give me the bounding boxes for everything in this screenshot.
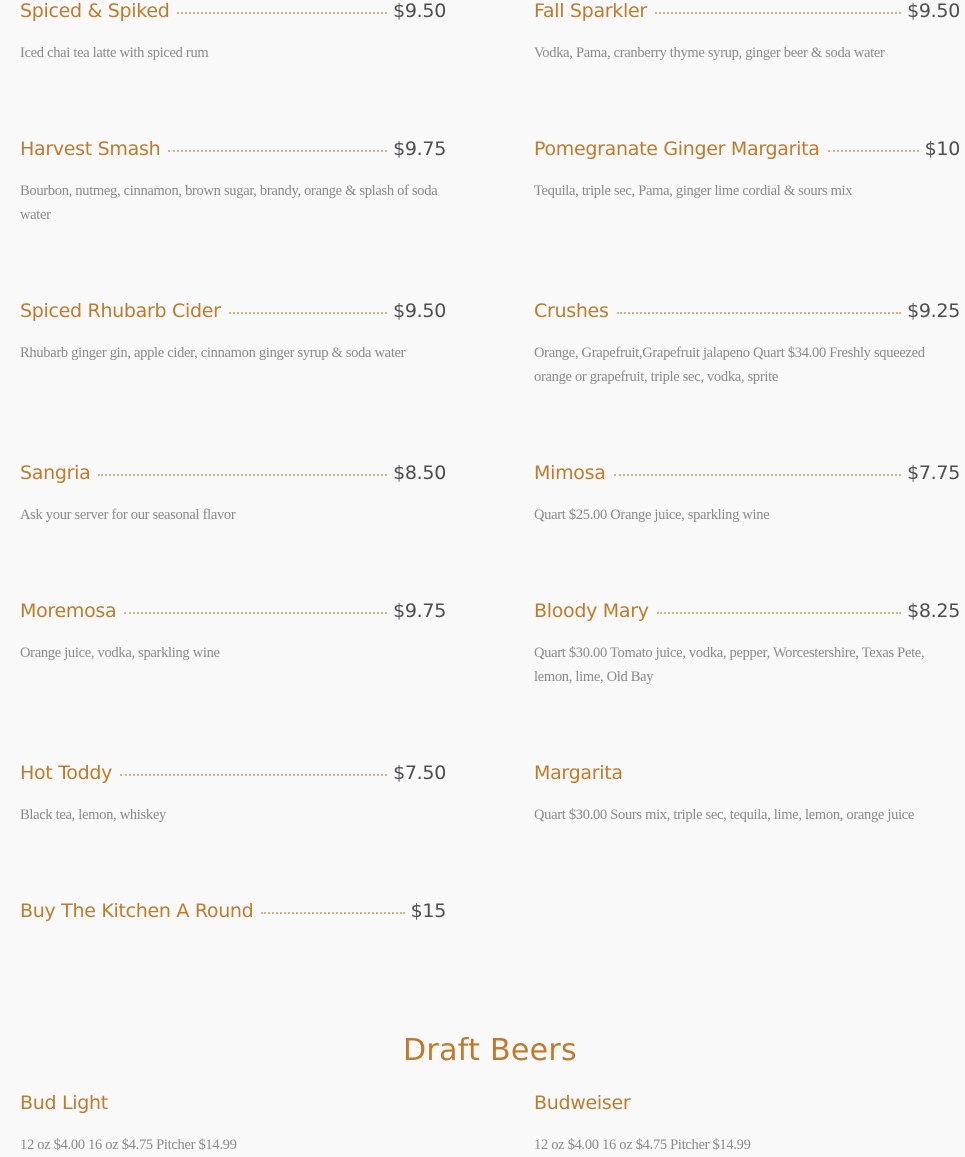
item-price: $9.75	[393, 138, 446, 160]
dot-leader	[124, 612, 387, 614]
item-description: Ask your server for our seasonal flavor	[20, 507, 236, 523]
menu-item	[20, 762, 446, 827]
item-name: Mimosa	[534, 462, 606, 484]
item-price: $7.50	[393, 762, 446, 784]
menu-item	[534, 0, 960, 65]
dot-leader	[168, 150, 387, 152]
item-name: Buy The Kitchen A Round	[20, 900, 254, 922]
item-description: Quart $30.00 Sours mix, triple sec, tequila, lime, lemon, orange juice	[534, 807, 915, 823]
menu-item	[20, 900, 446, 930]
menu-item	[534, 462, 960, 527]
item-description: Orange, Grapefruit,Grapefruit jalapeno Quart $34.00 Freshly squeezed orange or grapefruit, triple sec, vodka, sprite	[534, 345, 925, 385]
item-price: $9.75	[393, 600, 446, 622]
dot-leader	[657, 612, 901, 614]
menu-item	[534, 300, 960, 389]
item-name: Spiced Rhubarb Cider	[20, 300, 221, 322]
item-description: Orange juice, vodka, sparkling wine	[20, 645, 220, 661]
item-description: 12 oz $4.00 16 oz $4.75 Pitcher $14.99	[20, 1137, 237, 1153]
menu-item	[20, 462, 446, 527]
item-price: $10	[924, 138, 960, 160]
item-name: Pomegranate Ginger Margarita	[534, 138, 820, 160]
menu-item	[534, 138, 960, 203]
item-price: $9.25	[907, 300, 960, 322]
menu-item	[20, 0, 446, 65]
item-price: $9.50	[393, 0, 446, 22]
dot-leader	[229, 312, 387, 314]
dot-leader	[120, 774, 387, 776]
item-description: Bourbon, nutmeg, cinnamon, brown sugar, brandy, orange & splash of soda water	[20, 183, 438, 223]
item-description: Quart $25.00 Orange juice, sparkling wine	[534, 507, 770, 523]
item-price: $8.25	[907, 600, 960, 622]
menu-item	[20, 300, 446, 365]
dot-leader	[98, 474, 387, 476]
dot-leader	[261, 912, 404, 914]
item-description: 12 oz $4.00 16 oz $4.75 Pitcher $14.99	[534, 1137, 751, 1153]
dot-leader	[177, 12, 387, 14]
menu-item	[534, 1092, 960, 1157]
menu-item	[534, 600, 960, 689]
item-name: Moremosa	[20, 600, 117, 622]
item-price: $9.50	[907, 0, 960, 22]
item-description: Tequila, triple sec, Pama, ginger lime cordial & sours mix	[534, 183, 853, 199]
item-name: Bud Light	[20, 1092, 108, 1114]
item-name: Margarita	[534, 762, 623, 784]
item-description: Rhubarb ginger gin, apple cider, cinnamon ginger syrup & soda water	[20, 345, 406, 361]
item-price: $15	[410, 900, 446, 922]
item-description: Iced chai tea latte with spiced rum	[20, 45, 209, 61]
item-name: Sangria	[20, 462, 91, 484]
item-name: Spiced & Spiked	[20, 0, 170, 22]
menu-item	[20, 1092, 446, 1157]
item-description: Quart $30.00 Tomato juice, vodka, pepper, Worcestershire, Texas Pete, lemon, lime, Old Bay	[534, 645, 925, 685]
item-price: $7.75	[907, 462, 960, 484]
dot-leader	[614, 474, 902, 476]
item-name: Hot Toddy	[20, 762, 113, 784]
dot-leader	[617, 312, 902, 314]
dot-leader	[655, 12, 901, 14]
item-description: Vodka, Pama, cranberry thyme syrup, ginger beer & soda water	[534, 45, 885, 61]
item-price: $9.50	[393, 300, 446, 322]
item-name: Budweiser	[534, 1092, 631, 1114]
item-price: $8.50	[393, 462, 446, 484]
menu-item	[20, 600, 446, 665]
section-title-draft-beers: Draft Beers	[403, 1033, 577, 1068]
item-description: Black tea, lemon, whiskey	[20, 807, 166, 823]
item-name: Crushes	[534, 300, 609, 322]
menu-item	[20, 138, 446, 227]
menu-item	[534, 762, 960, 827]
item-name: Fall Sparkler	[534, 0, 647, 22]
item-name: Bloody Mary	[534, 600, 649, 622]
item-name: Harvest Smash	[20, 138, 161, 160]
dot-leader	[828, 150, 919, 152]
